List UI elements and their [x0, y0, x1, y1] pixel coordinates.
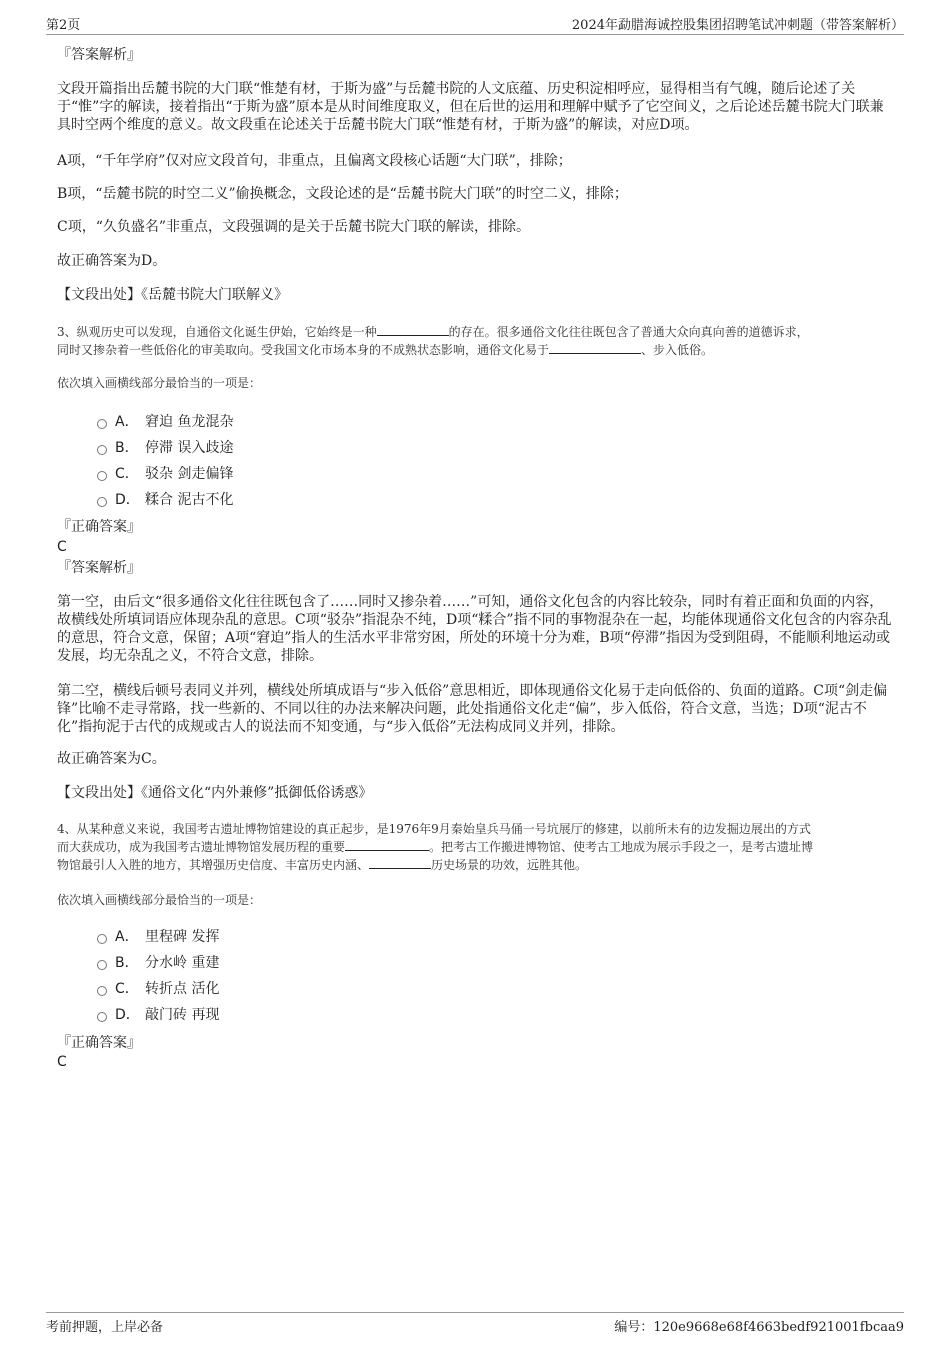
- q4-option-d[interactable]: D． 敲门砖 再现: [97, 1004, 219, 1026]
- q2-option-a-analysis: A项，“千年学府”仅对应文段首句，非重点，且偏离文段核心话题“大门联”，排除；: [57, 153, 572, 169]
- radio-icon[interactable]: [97, 471, 107, 481]
- q3-analysis-paragraph-2: 第二空，横线后顿号表同义并列，横线处所填成语与“步入低俗”意思相近，即体现通俗文化易于走向低俗的、负面的道路。C项“剑走偏锋”比喻不走寻常路，找一些新的、不同以往的办法来解决问题，此处指通俗文化走“偏”，步入低俗，符合文意，当选；D项“泥古不化”指拘泥于古代的成规或古人的说法而不知变通，与“步入低俗”无法构成同义并列，排除。: [57, 683, 888, 735]
- q3-correct-answer: C: [57, 539, 67, 555]
- blank-line: [345, 838, 429, 851]
- blank-line: [369, 856, 431, 869]
- radio-icon[interactable]: [97, 419, 107, 429]
- q4-correct-answer: C: [57, 1054, 67, 1070]
- q3-source: 【文段出处】《通俗文化“内外兼修”抵御低俗诱惑》: [57, 785, 373, 801]
- q3-option-a[interactable]: A． 窘迫 鱼龙混杂: [97, 411, 233, 433]
- q3-option-b[interactable]: B． 停滞 误入歧途: [97, 437, 233, 459]
- document-title: 2024年勐腊海诚控股集团招聘笔试冲刺题（带答案解析）: [571, 18, 904, 33]
- blank-line: [377, 323, 449, 336]
- radio-icon[interactable]: [97, 497, 107, 507]
- q3-prompt: 依次填入画横线部分最恰当的一项是：: [57, 376, 262, 390]
- q4-correct-label: 『正确答案』: [57, 1035, 141, 1051]
- footer-slogan: 考前押题，上岸必备: [46, 1320, 164, 1335]
- q3-option-c[interactable]: C． 驳杂 剑走偏锋: [97, 463, 233, 485]
- radio-icon[interactable]: [97, 986, 107, 996]
- q2-option-c-analysis: C项，“久负盛名”非重点，文段强调的是关于岳麓书院大门联的解读，排除。: [57, 219, 531, 235]
- q4-stem: 4、从某种意义来说，我国考古遗址博物馆建设的真正起步，是1976年9月秦始皇兵马俑一号坑展厅的修建，以前所未有的边发掘边展出的方式 而大获成功，成为我国考古遗址博物馆发展历程的重要 。把考古工作搬进博物馆、使考古工地成为展示手段之一，是考古遗址博 物馆最引人入胜的地方，其增强历史信度、丰富历史内涵、 历史场景的功效，远胜其他。: [57, 822, 814, 872]
- q4-option-c[interactable]: C． 转折点 活化: [97, 978, 219, 1000]
- page-footer: [46, 1312, 904, 1337]
- radio-icon[interactable]: [97, 960, 107, 970]
- radio-icon[interactable]: [97, 445, 107, 455]
- q4-prompt: 依次填入画横线部分最恰当的一项是：: [57, 893, 262, 907]
- q2-analysis-paragraph: 文段开篇指出岳麓书院的大门联“惟楚有材，于斯为盛”与岳麓书院的人文底蕴、历史积淀相呼应，显得相当有气魄，随后论述了关于“惟”字的解读，接着指出“于斯为盛”原本是从时间维度取义，但在后世的运用和理解中赋予了它空间义，之后论述岳麓书院大门联兼具时空两个维度的意义。故文段重在论述关于岳麓书院大门联“惟楚有材，于斯为盛”的解读，对应D项。: [57, 81, 884, 133]
- q3-conclusion: 故正确答案为C。: [57, 751, 166, 767]
- q2-conclusion: 故正确答案为D。: [57, 253, 167, 269]
- page-number: 第2页: [46, 18, 81, 33]
- document-code: 编号：120e9668e68f4663bedf921001fbcaa9: [614, 1320, 904, 1335]
- q3-option-d[interactable]: D． 糅合 泥古不化: [97, 489, 233, 511]
- q3-analysis-label: 『答案解析』: [57, 560, 141, 576]
- q4-option-b[interactable]: B． 分水岭 重建: [97, 952, 219, 974]
- blank-line: [549, 341, 641, 354]
- q2-analysis-label: 『答案解析』: [57, 47, 141, 63]
- radio-icon[interactable]: [97, 1012, 107, 1022]
- q3-analysis-paragraph-1: 第一空，由后文“很多通俗文化往往既包含了……同时又掺杂着……”可知，通俗文化包含的内容比较杂，同时有着正面和负面的内容，故横线处所填词语应体现杂乱的意思。C项“驳杂”指混杂不纯，D项“糅合”指不同的事物混杂在一起，均能体现通俗文化包含的内容杂乱的意思，符合文意，保留；A项“窘迫”指人的生活水平非常穷困，所处的环境十分为难，B项“停滞”指因为受到阻碍，不能顺利地运动或发展，均无杂乱之义，不符合文意，排除。: [57, 594, 892, 664]
- page-header: [46, 14, 904, 35]
- q3-correct-label: 『正确答案』: [57, 519, 141, 535]
- q2-option-b-analysis: B项，“岳麓书院的时空二义”偷换概念，文段论述的是“岳麓书院大门联”的时空二义，排除；: [57, 186, 628, 202]
- q2-source: 【文段出处】《岳麓书院大门联解义》: [57, 287, 288, 303]
- radio-icon[interactable]: [97, 934, 107, 944]
- q3-stem: 3、纵观历史可以发现，自通俗文化诞生伊始，它始终是一种 的存在。很多通俗文化往往既包含了普通大众向真向善的道德诉求， 同时又掺杂着一些低俗化的审美取向。受我国文化市场本身的不成熟状态影响，通俗文化易于 、步入低俗。: [57, 325, 809, 357]
- q4-option-a[interactable]: A． 里程碑 发挥: [97, 926, 219, 948]
